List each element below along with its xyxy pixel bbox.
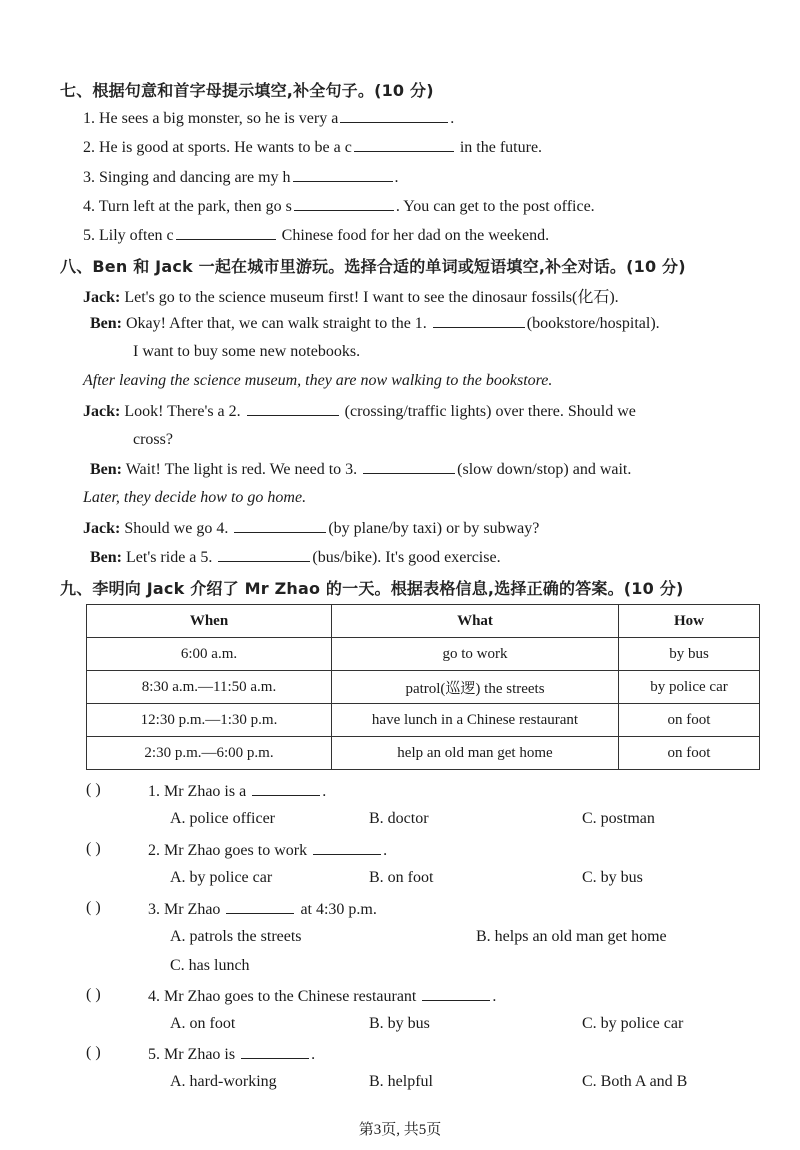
question-text: 4. Mr Zhao goes to the Chinese restaurant [148, 988, 417, 1005]
option-c[interactable]: C. by bus [582, 869, 643, 886]
option-c[interactable]: C. postman [582, 810, 655, 827]
cell-when: 2:30 p.m.—6:00 p.m. [87, 737, 332, 770]
s7-item-1-number: 1. [83, 110, 95, 127]
question-text: 2. Mr Zhao goes to work [148, 842, 308, 859]
table-header-row [87, 605, 760, 638]
section8-heading: 八、Ben 和 Jack 一起在城市里游玩。选择合适的单词或短语填空,补全对话。(10 分) [60, 257, 686, 276]
dialog-options: (slow down/stop) and wait. [457, 461, 632, 478]
cell-what: patrol(巡逻) the streets [332, 671, 619, 704]
question-5 [148, 1044, 315, 1064]
dialog-line-1 [83, 284, 619, 307]
speaker-ben: Ben: [90, 461, 122, 478]
s7-item-4-blank[interactable] [294, 196, 394, 211]
dialog-line-6 [90, 547, 501, 567]
s7-item-3-number: 3. [83, 169, 95, 186]
section7-heading: 七、根据句意和首字母提示填空,补全句子。(10 分) [60, 81, 434, 100]
option-b[interactable]: B. helpful [369, 1073, 433, 1090]
question-3 [148, 899, 377, 919]
answer-paren-1[interactable]: ( ) [86, 781, 101, 798]
option-b[interactable]: B. helps an old man get home [476, 928, 667, 945]
option-a[interactable]: A. patrols the streets [170, 928, 302, 945]
dialog-blank-1[interactable] [433, 313, 525, 328]
s7-item-3-blank[interactable] [293, 167, 393, 182]
cell-what: have lunch in a Chinese restaurant [332, 704, 619, 737]
header-what: What [332, 605, 619, 638]
option-a[interactable]: A. on foot [170, 1015, 236, 1032]
option-c[interactable]: C. by police car [582, 1015, 684, 1032]
s7-item-3 [83, 167, 399, 187]
dialog-options: (by plane/by taxi) or by subway? [328, 520, 540, 537]
table-row [87, 671, 760, 704]
question-end: . [322, 783, 327, 800]
dialog-line-3b: cross? [133, 431, 173, 448]
option-c[interactable]: C. Both A and B [582, 1073, 688, 1090]
s7-item-1-end: . [450, 110, 455, 127]
answer-paren-4[interactable]: ( ) [86, 986, 101, 1003]
dialog-text: Let's go to the science museum first! I want to see the dinosaur fossils(化石). [124, 289, 619, 306]
question-blank [226, 899, 294, 914]
s7-item-2-number: 2. [83, 139, 95, 156]
s7-item-2-end: in the future. [459, 139, 543, 156]
schedule-table [86, 604, 760, 770]
dialog-options: (bookstore/hospital). [526, 315, 660, 332]
dialog-blank-4[interactable] [234, 518, 326, 533]
s7-item-4-end: . You can get to the post office. [395, 198, 595, 215]
dialog-options: (crossing/traffic lights) over there. Should we [344, 403, 636, 420]
dialog-options: (bus/bike). It's good exercise. [312, 549, 501, 566]
cell-when: 8:30 a.m.—11:50 a.m. [87, 671, 332, 704]
narration-1: After leaving the science museum, they are now walking to the bookstore. [83, 372, 553, 389]
question-end: at 4:30 p.m. [300, 901, 377, 918]
page-number-footer: 第3页, 共5页 [358, 1122, 442, 1138]
s7-item-1-blank[interactable] [340, 108, 448, 123]
option-a[interactable]: A. by police car [170, 869, 273, 886]
question-end: . [311, 1046, 316, 1063]
dialog-blank-5[interactable] [218, 547, 310, 562]
dialog-text: Let's ride a 5. [126, 549, 213, 566]
dialog-line-3 [83, 401, 636, 421]
cell-when: 12:30 p.m.—1:30 p.m. [87, 704, 332, 737]
s7-item-5-number: 5. [83, 227, 95, 244]
cell-what: help an old man get home [332, 737, 619, 770]
s7-item-5-end: Chinese food for her dad on the weekend. [281, 227, 550, 244]
table-row [87, 737, 760, 770]
section9-heading: 九、李明向 Jack 介绍了 Mr Zhao 的一天。根据表格信息,选择正确的答案。(10 分) [60, 579, 684, 598]
speaker-ben: Ben: [90, 315, 122, 332]
question-blank [241, 1044, 309, 1059]
answer-paren-2[interactable]: ( ) [86, 840, 101, 857]
question-text: 1. Mr Zhao is a [148, 783, 247, 800]
s7-item-3-end: . [394, 169, 399, 186]
question-4 [148, 986, 496, 1006]
dialog-blank-3[interactable] [363, 459, 455, 474]
option-b[interactable]: B. doctor [369, 810, 429, 827]
header-how: How [619, 605, 760, 638]
answer-paren-3[interactable]: ( ) [86, 899, 101, 916]
narration-2: Later, they decide how to go home. [83, 489, 307, 506]
question-end: . [383, 842, 388, 859]
question-blank [422, 986, 490, 1001]
option-b[interactable]: B. on foot [369, 869, 434, 886]
table-row [87, 638, 760, 671]
dialog-blank-2[interactable] [247, 401, 339, 416]
question-1 [148, 781, 326, 801]
speaker-jack: Jack: [83, 403, 121, 420]
option-a[interactable]: A. hard-working [170, 1073, 277, 1090]
header-when: When [87, 605, 332, 638]
speaker-jack: Jack: [83, 289, 121, 306]
dialog-text: Okay! After that, we can walk straight to the 1. [126, 315, 427, 332]
s7-item-1 [83, 108, 454, 128]
s7-item-4-number: 4. [83, 198, 95, 215]
dialog-line-2 [90, 313, 660, 333]
question-text: 5. Mr Zhao is [148, 1046, 236, 1063]
s7-item-4 [83, 196, 595, 216]
dialog-text: Wait! The light is red. We need to 3. [125, 461, 358, 478]
s7-item-4-text: Turn left at the park, then go s [98, 198, 292, 215]
s7-item-3-text: Singing and dancing are my h [99, 169, 291, 186]
question-2 [148, 840, 387, 860]
option-b[interactable]: B. by bus [369, 1015, 430, 1032]
question-text: 3. Mr Zhao [148, 901, 221, 918]
s7-item-2 [83, 137, 542, 157]
dialog-text: Should we go 4. [124, 520, 229, 537]
question-blank [252, 781, 320, 796]
answer-paren-5[interactable]: ( ) [86, 1044, 101, 1061]
dialog-text: Look! There's a 2. [124, 403, 241, 420]
s7-item-1-text: He sees a big monster, so he is very a [99, 110, 339, 127]
s7-item-5-blank[interactable] [176, 225, 276, 240]
dialog-line-4 [90, 459, 631, 479]
option-c[interactable]: C. has lunch [170, 957, 250, 974]
speaker-jack: Jack: [83, 520, 121, 537]
table-row [87, 704, 760, 737]
dialog-line-2b: I want to buy some new notebooks. [133, 343, 361, 360]
question-end: . [492, 988, 497, 1005]
cell-how: on foot [619, 737, 760, 770]
cell-how: by police car [619, 671, 760, 704]
cell-what: go to work [332, 638, 619, 671]
speaker-ben: Ben: [90, 549, 122, 566]
cell-when: 6:00 a.m. [87, 638, 332, 671]
s7-item-5-text: Lily often c [99, 227, 174, 244]
question-blank [313, 840, 381, 855]
s7-item-2-text: He is good at sports. He wants to be a c [99, 139, 352, 156]
cell-how: by bus [619, 638, 760, 671]
s7-item-2-blank[interactable] [354, 137, 454, 152]
s7-item-5 [83, 225, 549, 245]
dialog-line-5 [83, 518, 539, 538]
cell-how: on foot [619, 704, 760, 737]
option-a[interactable]: A. police officer [170, 810, 275, 827]
